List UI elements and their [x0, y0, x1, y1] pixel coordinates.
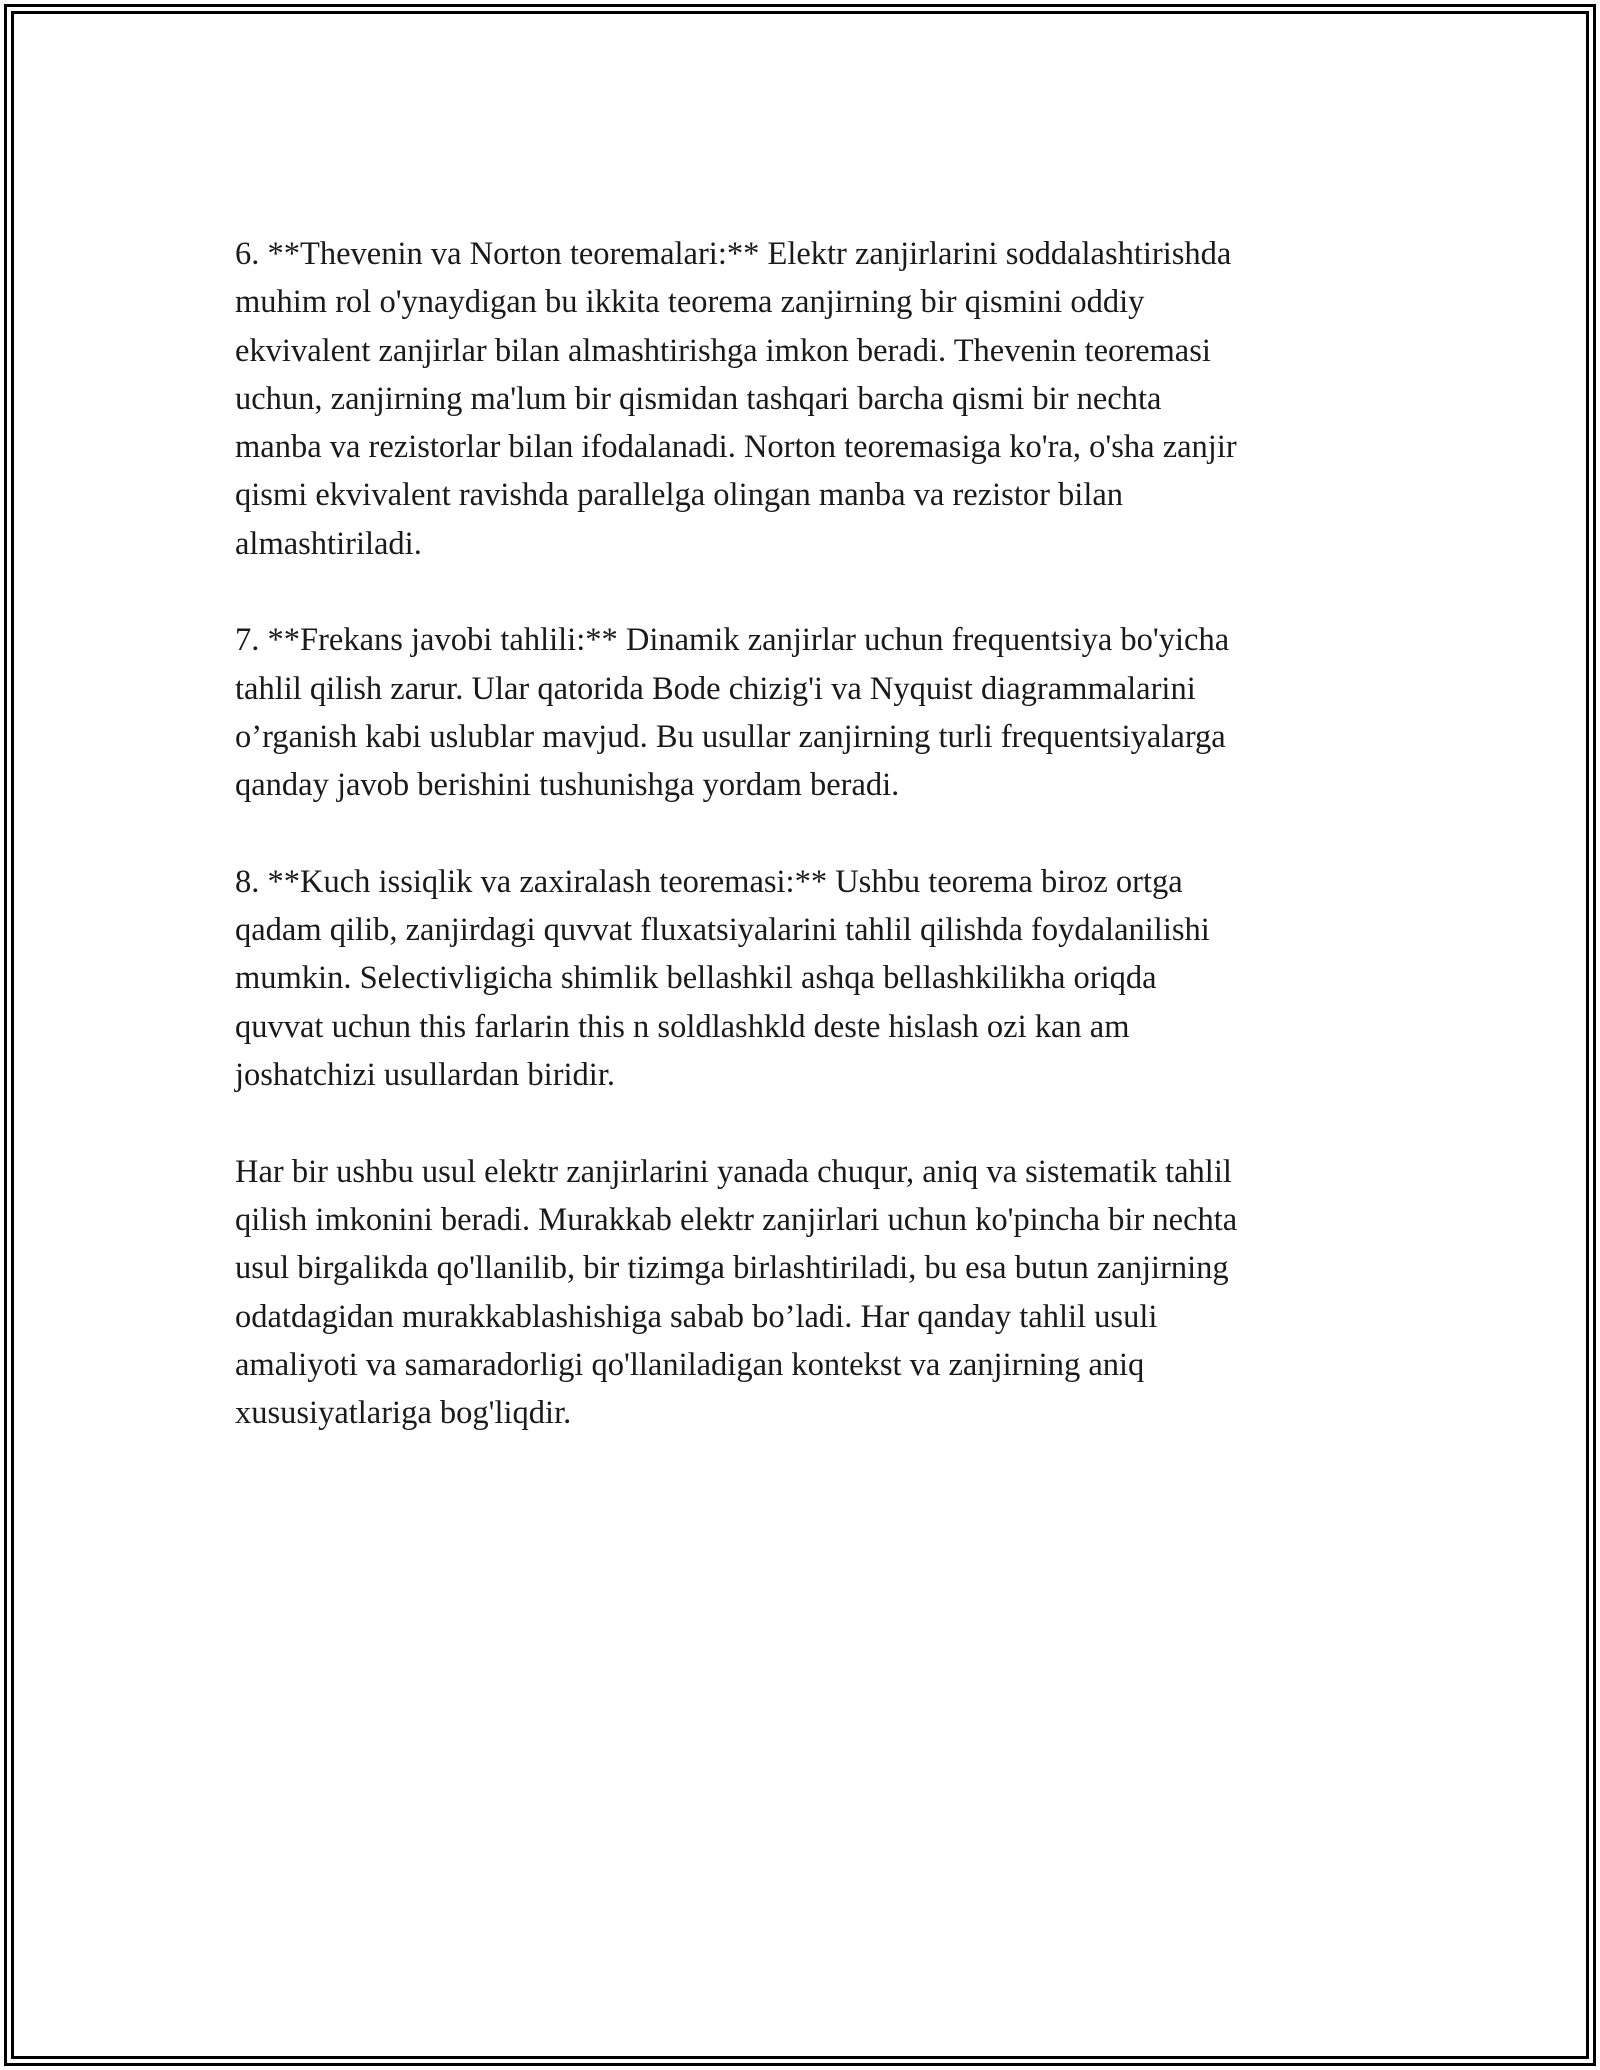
- paragraph-conclusion: [235, 1148, 1375, 1438]
- text-line: odatdagidan murakkablashishiga sabab bo’ladi. Har qanday tahlil usuli: [235, 1298, 1158, 1335]
- text-line: 7. **Frekans javobi tahlili:** Dinamik zanjirlar uchun frequentsiya bo'yicha: [235, 622, 1230, 659]
- text-line: mumkin. Selectivligicha shimlik bellashkil ashqa bellashkilikha oriqda: [235, 960, 1157, 997]
- paragraph-frequency-response: [235, 616, 1375, 809]
- text-line: qadam qilib, zanjirdagi quvvat fluxatsiyalarini tahlil qilishda foydalanilishi: [235, 912, 1210, 949]
- text-line: muhim rol o'ynaydigan bu ikkita teorema zanjirning bir qismini oddiy: [235, 284, 1145, 321]
- text-line: o’rganish kabi uslublar mavjud. Bu usullar zanjirning turli frequentsiyalarga: [235, 718, 1226, 755]
- text-line: 8. **Kuch issiqlik va zaxiralash teoremasi:** Ushbu teorema biroz ortga: [235, 863, 1183, 900]
- text-line: xususiyatlariga bog'liqdir.: [235, 1395, 572, 1432]
- document-body: [235, 230, 1375, 1486]
- text-line: amaliyoti va samaradorligi qo'llaniladigan kontekst va zanjirning aniq: [235, 1346, 1145, 1383]
- text-line: quvvat uchun this farlarin this n soldlashkld deste hislash ozi kan am: [235, 1008, 1130, 1045]
- text-line: manba va rezistorlar bilan ifodalanadi. Norton teoremasiga ko'ra, o'sha zanjir: [235, 429, 1237, 466]
- text-line: qilish imkonini beradi. Murakkab elektr zanjirlari uchun ko'pincha bir nechta: [235, 1201, 1238, 1238]
- text-line: tahlil qilish zarur. Ular qatorida Bode chizig'i va Nyquist diagrammalarini: [235, 670, 1196, 707]
- text-line: qanday javob berishini tushunishga yordam beradi.: [235, 767, 900, 804]
- paragraph-thevenin-norton: [235, 230, 1375, 568]
- paragraph-power-theorem: [235, 858, 1375, 1099]
- text-line: 6. **Thevenin va Norton teoremalari:** Elektr zanjirlarini soddalashtirishda: [235, 236, 1232, 272]
- text-line: Har bir ushbu usul elektr zanjirlarini yanada chuqur, aniq va sistematik tahlil: [235, 1153, 1232, 1190]
- text-line: ekvivalent zanjirlar bilan almashtirishga imkon beradi. Thevenin teoremasi: [235, 332, 1211, 369]
- text-line: joshatchizi usullardan biridir.: [235, 1057, 615, 1094]
- text-line: uchun, zanjirning ma'lum bir qismidan tashqari barcha qismi bir nechta: [235, 380, 1162, 417]
- text-line: almashtiriladi.: [235, 525, 422, 562]
- text-line: usul birgalikda qo'llanilib, bir tizimga birlashtiriladi, bu esa butun zanjirning: [235, 1250, 1229, 1287]
- text-line: qismi ekvivalent ravishda parallelga olingan manba va rezistor bilan: [235, 477, 1124, 514]
